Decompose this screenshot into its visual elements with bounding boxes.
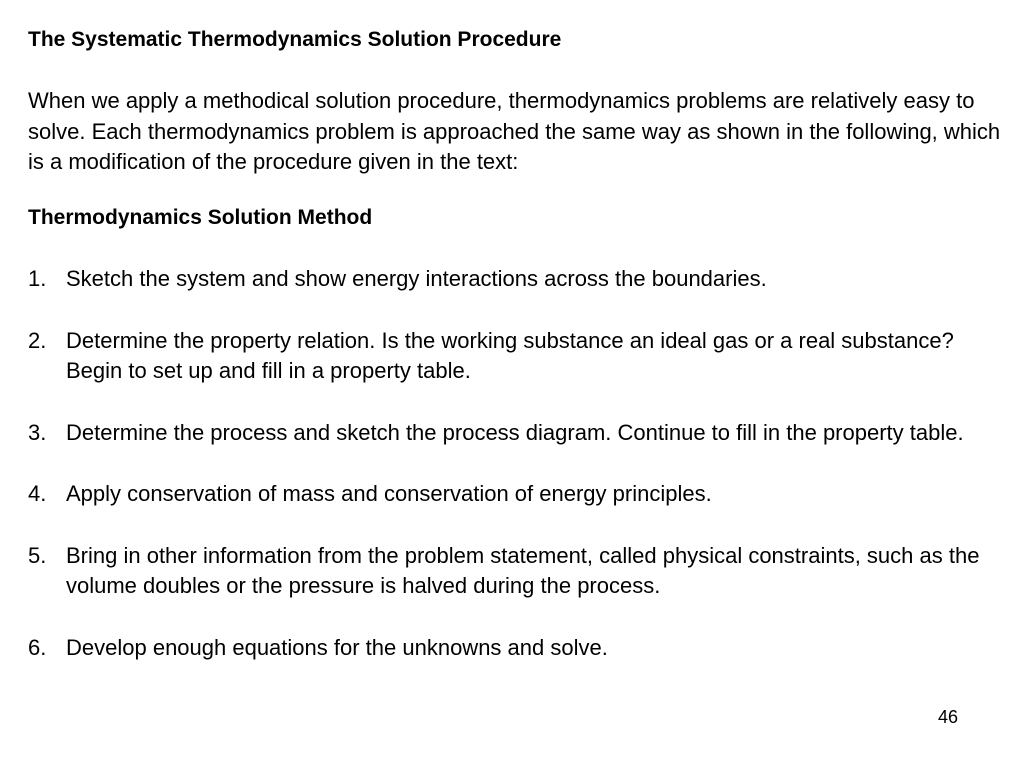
step-text: Determine the property relation. Is the working substance an ideal gas or a real substance? Begin to set up and fill in a property table. — [66, 327, 954, 383]
step-number: 6. — [28, 634, 47, 660]
page-number: 46 — [938, 707, 959, 727]
step-item — [28, 326, 1003, 387]
solution-steps-list — [28, 264, 1003, 694]
step-text: Develop enough equations for the unknowns and solve. — [66, 634, 608, 660]
step-item — [28, 633, 1003, 664]
intro-paragraph: When we apply a methodical solution procedure, thermodynamics problems are relatively easy to solve. Each thermodynamics problem is approached the same way as shown in the following, which is a modification of the procedure given in the text: — [28, 88, 1001, 174]
method-heading: Thermodynamics Solution Method — [28, 206, 373, 229]
step-number: 3. — [28, 419, 47, 445]
step-number: 2. — [28, 327, 47, 353]
step-number: 1. — [28, 266, 47, 291]
step-number: 5. — [28, 542, 47, 568]
step-item — [28, 541, 1003, 602]
step-item — [28, 479, 1003, 510]
slide-title: The Systematic Thermodynamics Solution Procedure — [28, 28, 562, 51]
step-text: Determine the process and sketch the process diagram. Continue to fill in the property table. — [66, 419, 964, 445]
step-item — [28, 264, 1003, 295]
step-text: Bring in other information from the problem statement, called physical constraints, such as the volume doubles or the pressure is halved during the process. — [66, 542, 980, 598]
step-text: Apply conservation of mass and conservation of energy principles. — [66, 481, 712, 506]
step-item — [28, 418, 1003, 449]
step-number: 4. — [28, 481, 47, 506]
step-text: Sketch the system and show energy interactions across the boundaries. — [66, 266, 767, 291]
